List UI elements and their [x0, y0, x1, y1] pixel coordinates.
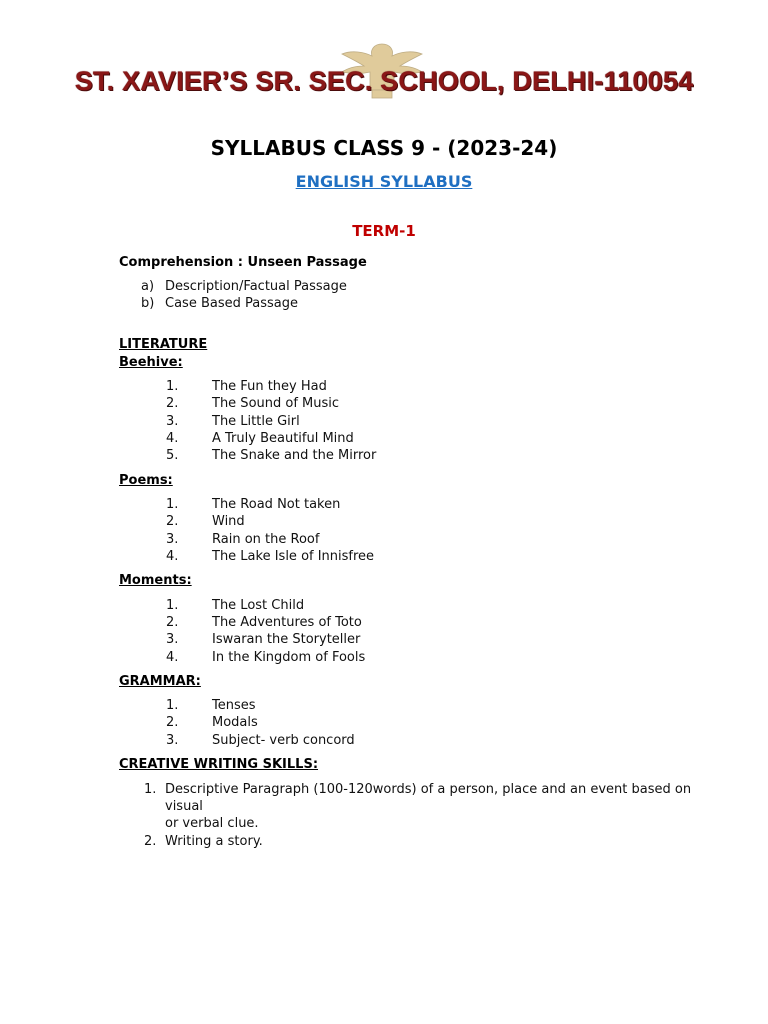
list-item: A Truly Beautiful Mind: [212, 431, 354, 446]
list-item: Case Based Passage: [165, 296, 298, 311]
list-number: 4.: [166, 650, 179, 665]
list-item: The Lake Isle of Innisfree: [212, 549, 375, 564]
list-number: 2.: [166, 615, 179, 630]
list-number: 4.: [166, 549, 179, 564]
grammar-heading: GRAMMAR:: [119, 674, 201, 689]
list-item: Iswaran the Storyteller: [212, 632, 361, 647]
list-number: 2.: [144, 834, 157, 849]
list-number: 1.: [166, 598, 179, 613]
list-item: Rain on the Roof: [212, 532, 320, 547]
list-item: Wind: [212, 514, 245, 529]
list-item: Writing a story.: [165, 834, 263, 849]
term-title: TERM-1: [352, 222, 416, 240]
creative-writing-heading: CREATIVE WRITING SKILLS:: [119, 757, 319, 772]
moments-heading: Moments:: [119, 573, 192, 588]
list-item: The Road Not taken: [212, 497, 341, 512]
list-number: 1.: [166, 497, 179, 512]
list-number: 1.: [166, 698, 179, 713]
list-item: Subject- verb concord: [212, 733, 355, 748]
list-number: 4.: [166, 431, 179, 446]
list-item: In the Kingdom of Fools: [212, 650, 366, 665]
comprehension-heading: Comprehension : Unseen Passage: [119, 255, 367, 270]
list-number: 5.: [166, 448, 179, 463]
list-item: Description/Factual Passage: [165, 279, 347, 294]
list-item: Modals: [212, 715, 258, 730]
list-number: 3.: [166, 532, 179, 547]
list-number: 2.: [166, 715, 179, 730]
list-item-continuation: or verbal clue.: [165, 816, 259, 831]
list-number: 3.: [166, 414, 179, 429]
list-item: Descriptive Paragraph (100-120words) of a person, place and an event based on: [165, 782, 692, 797]
list-item: The Sound of Music: [212, 396, 340, 411]
list-marker: b): [141, 296, 155, 311]
subject-title: ENGLISH SYLLABUS: [295, 172, 473, 191]
list-item: The Little Girl: [212, 414, 300, 429]
syllabus-title: SYLLABUS CLASS 9 - (2023-24): [210, 136, 558, 160]
poems-heading: Poems:: [119, 473, 173, 488]
beehive-heading: Beehive:: [119, 355, 183, 370]
list-item: The Snake and the Mirror: [212, 448, 377, 463]
list-number: 1.: [166, 379, 179, 394]
list-number: 3.: [166, 632, 179, 647]
list-number: 1.: [144, 782, 157, 797]
list-number: 3.: [166, 733, 179, 748]
literature-heading: LITERATURE: [119, 337, 208, 352]
list-marker: a): [141, 279, 155, 294]
list-item: The Lost Child: [212, 598, 305, 613]
list-number: 2.: [166, 514, 179, 529]
list-item: Tenses: [212, 698, 256, 713]
school-name: ST. XAVIER’S SR. SEC. SCHOOL, DELHI-110054: [74, 66, 694, 96]
list-item: The Adventures of Toto: [212, 615, 362, 630]
list-item-continuation: visual: [165, 799, 203, 814]
list-number: 2.: [166, 396, 179, 411]
list-item: The Fun they Had: [212, 379, 327, 394]
